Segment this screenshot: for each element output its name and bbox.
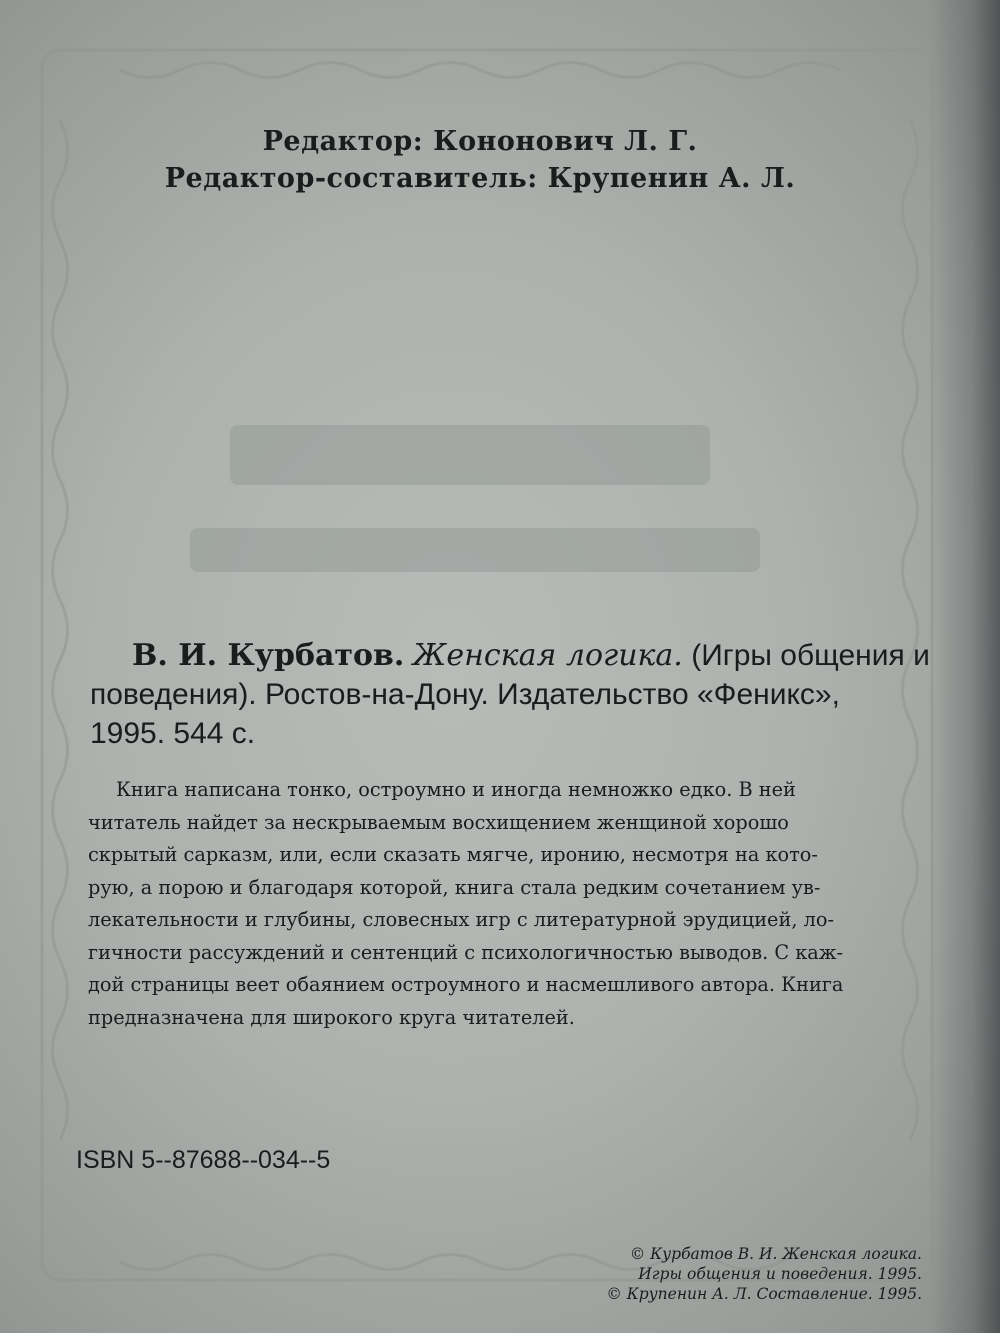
copyright-line: © Крупенин А. Л. Составление. 1995. — [606, 1285, 922, 1303]
citation-line-1 — [90, 636, 930, 675]
citation-author: В. И. Курбатов. — [132, 638, 405, 673]
annotation-line: гичности рассуждений и сентенций с психологичностью выводов. С каж- — [88, 940, 844, 964]
citation-title: Женская логика. — [412, 638, 683, 673]
citation-line-3: 1995. 544 с. — [90, 717, 256, 750]
annotation-line: дой страницы веет обаянием остроумного и насмешливого автора. Книга — [88, 973, 844, 996]
page-edge-shadow — [930, 0, 1000, 1333]
copyright-line: Игры общения и поведения. 1995. — [638, 1265, 922, 1283]
citation-subtitle: (Игры общения и — [691, 639, 930, 672]
annotation-line: рую, а порою и благодаря которой, книга стала редким сочетанием ув- — [88, 875, 821, 899]
annotation-line: Книга написана тонко, остроумно и иногда немножко едко. В ней — [116, 778, 796, 801]
annotation-line: читатель найдет за нескрываемым восхищением женщиной хорошо — [88, 810, 789, 834]
copyright-line: © Курбатов В. И. Женская логика. — [629, 1245, 922, 1263]
citation-line-2: поведения). Ростов-на-Дону. Издательство «Феникс», — [90, 678, 840, 711]
copyright-notice — [592, 1244, 922, 1304]
editor-credit: Редактор: Кононович Л. Г. — [262, 126, 698, 157]
bibliographic-citation — [90, 636, 930, 753]
annotation-line: лекательности и глубины, словесных игр с литературной эрудицией, ло- — [88, 908, 834, 931]
compiler-credit: Редактор-составитель: Крупенин А. Л. — [164, 163, 796, 194]
annotation-paragraph — [88, 774, 910, 1034]
annotation-line: скрытый сарказм, или, если сказать мягче, иронию, несмотря на кото- — [88, 843, 818, 866]
isbn-number: ISBN 5--87688--034--5 — [76, 1146, 331, 1174]
annotation-line: предназначена для широкого круга читателей. — [88, 1005, 575, 1029]
